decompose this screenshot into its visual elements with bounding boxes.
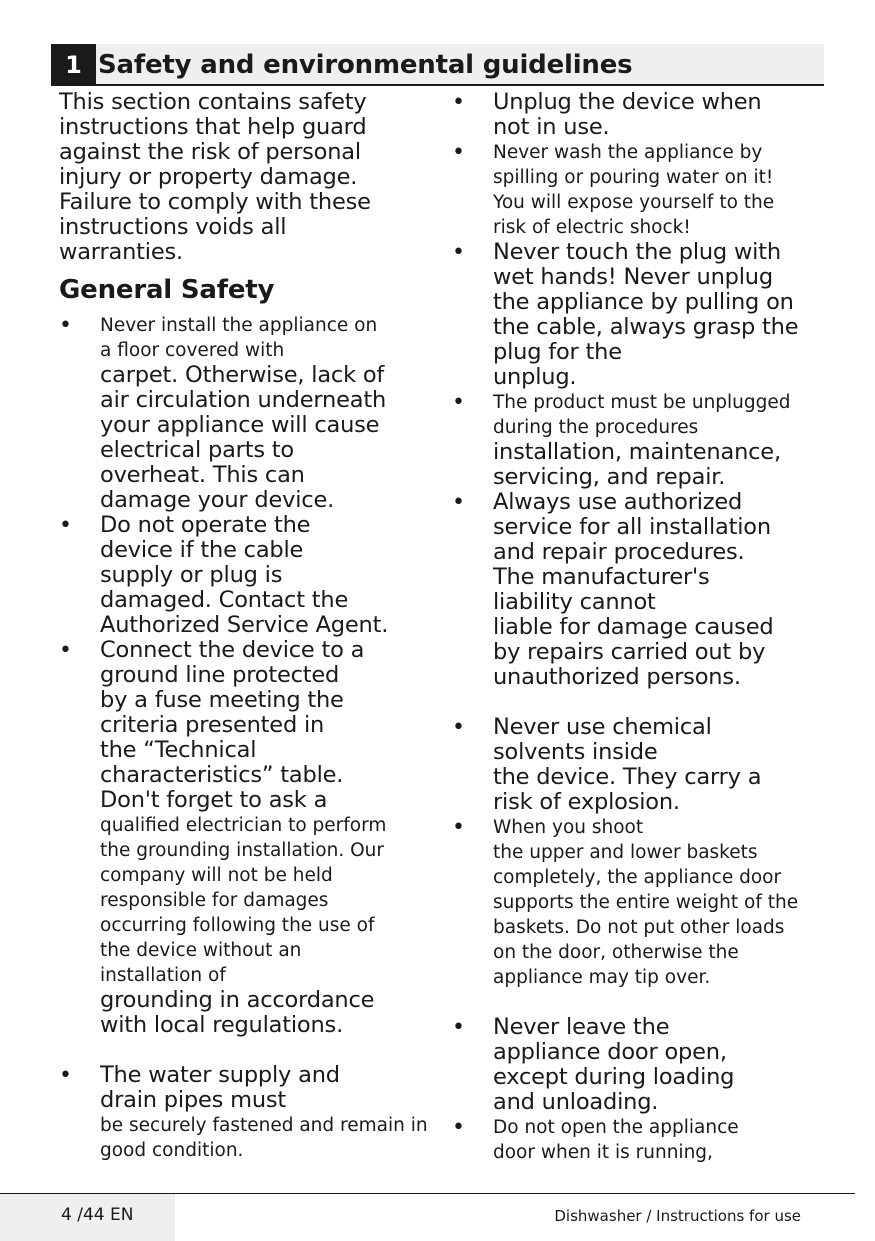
bullet-line: baskets. Do not put other loads xyxy=(493,917,785,938)
bullet-line: door when it is running, xyxy=(493,1142,713,1163)
bullet-line: • Connect the device to a xyxy=(100,637,365,663)
bullet-line: carpet. Otherwise, lack of xyxy=(100,362,385,388)
safety-bullet-item xyxy=(59,313,431,513)
bullet-line: • Unplug the device when xyxy=(493,89,762,115)
left-bullet-list xyxy=(59,313,431,1163)
bullet-line: characteristics” table. xyxy=(100,762,344,788)
bullet-line: unplug. xyxy=(493,364,577,390)
bullet-line: • Never leave the xyxy=(493,1014,670,1040)
bullet-line: • The product must be unplugged xyxy=(493,392,791,413)
bullet-line: completely, the appliance door xyxy=(493,867,782,888)
bullet-line: Don't forget to ask a xyxy=(100,787,328,813)
bullet-line: The manufacturer's xyxy=(493,564,710,590)
intro-line: warranties. xyxy=(59,239,183,265)
bullet-line: by a fuse meeting the xyxy=(100,687,344,713)
subheading-general-safety: General Safety xyxy=(59,275,275,305)
bullet-line: unauthorized persons. xyxy=(493,664,741,690)
bullet-line: criteria presented in xyxy=(100,712,325,738)
bullet-line: • Always use authorized xyxy=(493,489,743,515)
bullet-line: Authorized Service Agent. xyxy=(100,612,389,638)
safety-bullet-item xyxy=(452,815,832,990)
bullet-line: not in use. xyxy=(493,114,610,140)
left-column xyxy=(59,90,431,1163)
document-title: Dishwasher / Instructions for use xyxy=(554,1207,801,1225)
bullet-line: device if the cable xyxy=(100,537,304,563)
bullet-line: • Never wash the appliance by xyxy=(493,142,763,163)
bullet-line: the device. They carry a xyxy=(493,764,762,790)
page-number: 4 /44 EN xyxy=(0,1194,175,1241)
bullet-line: • When you shoot xyxy=(493,817,644,838)
bullet-line: and repair procedures. xyxy=(493,539,745,565)
bullet-line: damaged. Contact the xyxy=(100,587,349,613)
page-footer xyxy=(0,1193,855,1241)
safety-bullet-item xyxy=(452,140,832,240)
safety-bullet-item xyxy=(452,715,832,815)
bullet-line: the grounding installation. Our xyxy=(100,840,384,861)
bullet-line: appliance door open, xyxy=(493,1039,727,1065)
bullet-line: installation of xyxy=(100,965,226,986)
bullet-line: a floor covered with xyxy=(100,340,285,361)
bullet-line: ground line protected xyxy=(100,662,340,688)
intro-paragraph xyxy=(59,90,431,265)
intro-line: instructions voids all xyxy=(59,214,287,240)
safety-bullet-item xyxy=(59,513,431,638)
bullet-line: • Do not operate the xyxy=(100,512,311,538)
intro-line: instructions that help guard xyxy=(59,114,367,140)
intro-line: against the risk of personal xyxy=(59,139,361,165)
bullet-line: drain pipes must xyxy=(100,1087,287,1113)
safety-bullet-item xyxy=(452,1115,832,1165)
intro-line: This section contains safety xyxy=(59,89,367,115)
safety-bullet-item xyxy=(59,1063,431,1163)
bullet-line: your appliance will cause xyxy=(100,412,380,438)
intro-line: injury or property damage. xyxy=(59,164,358,190)
bullet-line: be securely fastened and remain in xyxy=(100,1115,428,1136)
bullet-line: the cable, always grasp the xyxy=(493,314,799,340)
bullet-line: • Never install the appliance on xyxy=(100,315,378,336)
safety-bullet-item xyxy=(452,90,832,140)
section-number: 1 xyxy=(51,44,96,86)
bullet-line: appliance may tip over. xyxy=(493,967,711,988)
bullet-line: supply or plug is xyxy=(100,562,283,588)
bullet-line: installation, maintenance, xyxy=(493,439,781,465)
bullet-line: • The water supply and xyxy=(100,1062,340,1088)
bullet-line: the upper and lower baskets xyxy=(493,842,758,863)
section-header xyxy=(51,44,824,86)
bullet-line: by repairs carried out by xyxy=(493,639,766,665)
bullet-line: air circulation underneath xyxy=(100,387,387,413)
bullet-line: • Never use chemical xyxy=(493,714,712,740)
bullet-line: spilling or pouring water on it! xyxy=(493,167,774,188)
bullet-line: except during loading xyxy=(493,1064,735,1090)
bullet-line: on the door, otherwise the xyxy=(493,942,739,963)
bullet-line: wet hands! Never unplug xyxy=(493,264,773,290)
bullet-line: risk of explosion. xyxy=(493,789,680,815)
bullet-line: liable for damage caused xyxy=(493,614,774,640)
bullet-line: good condition. xyxy=(100,1140,244,1161)
bullet-line: with local regulations. xyxy=(100,1012,344,1038)
bullet-line: qualified electrician to perform xyxy=(100,815,387,836)
safety-bullet-item xyxy=(452,490,832,690)
bullet-line: plug for the xyxy=(493,339,622,365)
bullet-line: and unloading. xyxy=(493,1089,659,1115)
bullet-line: • Do not open the appliance xyxy=(493,1117,739,1138)
bullet-line: responsible for damages xyxy=(100,890,329,911)
bullet-line: • Never touch the plug with xyxy=(493,239,781,265)
bullet-line: during the procedures xyxy=(493,417,699,438)
bullet-line: occurring following the use of xyxy=(100,915,375,936)
bullet-line: company will not be held xyxy=(100,865,333,886)
bullet-line: solvents inside xyxy=(493,739,658,765)
bullet-line: supports the entire weight of the xyxy=(493,892,799,913)
right-bullet-list xyxy=(452,90,832,1165)
bullet-line: the appliance by pulling on xyxy=(493,289,794,315)
right-column xyxy=(452,90,832,1165)
bullet-line: servicing, and repair. xyxy=(493,464,726,490)
section-title: Safety and environmental guidelines xyxy=(98,50,633,80)
bullet-line: You will expose yourself to the xyxy=(493,192,775,213)
safety-bullet-item xyxy=(452,1015,832,1115)
bullet-line: electrical parts to xyxy=(100,437,294,463)
bullet-line: overheat. This can xyxy=(100,462,305,488)
bullet-line: the device without an xyxy=(100,940,302,961)
safety-bullet-item xyxy=(452,390,832,490)
bullet-line: grounding in accordance xyxy=(100,987,375,1013)
bullet-line: damage your device. xyxy=(100,487,335,513)
safety-bullet-item xyxy=(452,240,832,390)
bullet-line: risk of electric shock! xyxy=(493,217,691,238)
intro-line: Failure to comply with these xyxy=(59,189,371,215)
bullet-line: liability cannot xyxy=(493,589,656,615)
safety-bullet-item xyxy=(59,638,431,1038)
bullet-line: service for all installation xyxy=(493,514,771,540)
bullet-line: the “Technical xyxy=(100,737,257,763)
